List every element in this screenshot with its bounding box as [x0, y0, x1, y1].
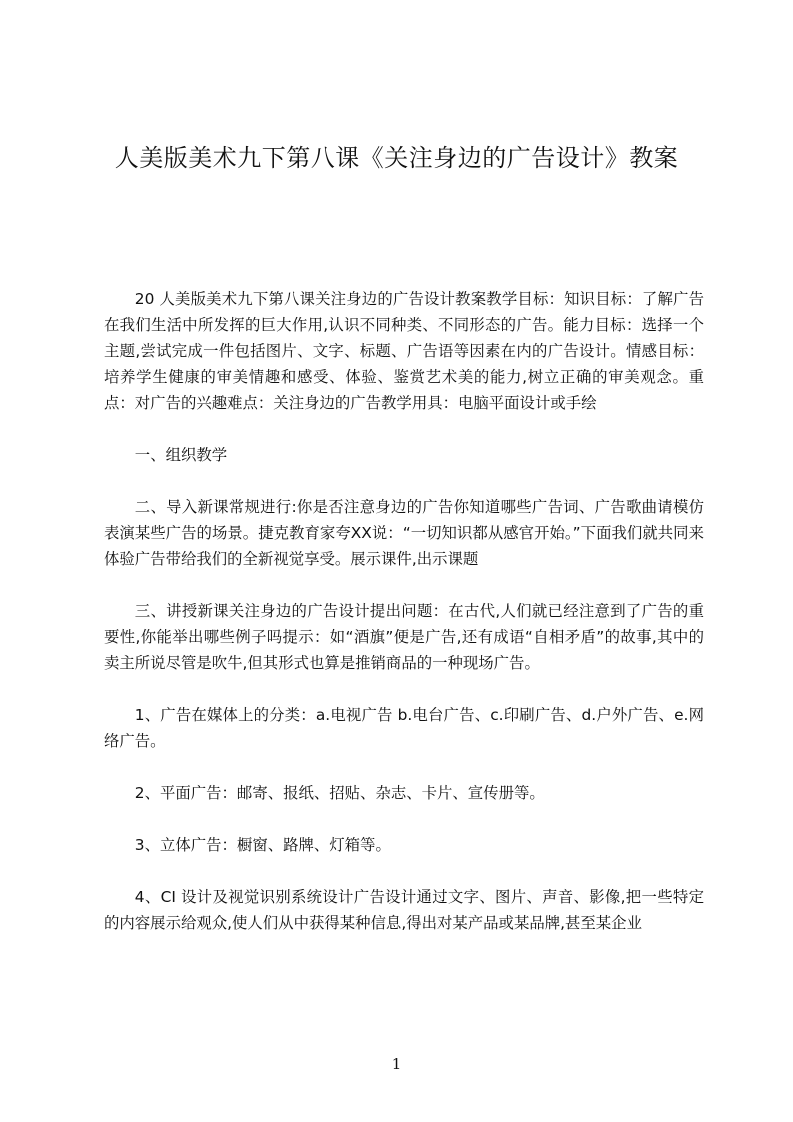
paragraph-gap	[104, 416, 704, 442]
document-title: 人美版美术九下第八课《关注身边的广告设计》教案	[114, 144, 679, 172]
paragraph-gap	[104, 858, 704, 884]
page-number: 1	[391, 1055, 402, 1073]
document-body	[104, 286, 704, 936]
paragraph-item-4: 4、CI 设计及视觉识别系统设计广告设计通过文字、图片、声音、影像,把一些特定的内容展示给观众,使人们从中获得某种信息,得出对某产品或某品牌,甚至某企业	[104, 888, 704, 932]
paragraph-objectives: 20 人美版美术九下第八课关注身边的广告设计教案教学目标：知识目标：了解广告在我们生活中所发挥的巨大作用,认识不同种类、不同形态的广告。能力目标：选择一个主题,尝试完成一件包括图片、文字、标题、广告语等因素在内的广告设计。情感目标：培养学生健康的审美情趣和感受、体验、鉴赏艺术美的能力,树立正确的审美观念。重点：对广告的兴趣难点：关注身边的广告教学用具：电脑平面设计或手绘	[104, 290, 704, 412]
paragraph-gap	[104, 754, 704, 780]
paragraph-gap	[104, 468, 704, 494]
paragraph-item-3: 3、立体广告：橱窗、路牌、灯箱等。	[134, 836, 391, 854]
paragraph-item-1: 1、广告在媒体上的分类：a.电视广告 b.电台广告、c.印刷广告、d.户外广告、e.网络广告。	[104, 706, 704, 750]
paragraph-gap	[104, 676, 704, 702]
paragraph-item-2: 2、平面广告：邮寄、报纸、招贴、杂志、卡片、宣传册等。	[134, 784, 545, 802]
paragraph-section-1: 一、组织教学	[134, 446, 228, 464]
paragraph-section-2: 二、导入新课常规进行:你是否注意身边的广告你知道哪些广告词、广告歌曲请模仿表演某些广告的场景。捷克教育家夸XX说：“一切知识都从感官开始。”下面我们就共同来体验广告带给我们的全新视觉享受。展示课件,出示课题	[104, 498, 704, 568]
paragraph-gap	[104, 572, 704, 598]
paragraph-gap	[104, 806, 704, 832]
paragraph-section-3: 三、讲授新课关注身边的广告设计提出问题：在古代,人们就已经注意到了广告的重要性,你能举出哪些例子吗提示：如“酒旗”便是广告,还有成语“自相矛盾”的故事,其中的卖主所说尽管是吹牛,但其形式也算是推销商品的一种现场广告。	[104, 602, 704, 672]
